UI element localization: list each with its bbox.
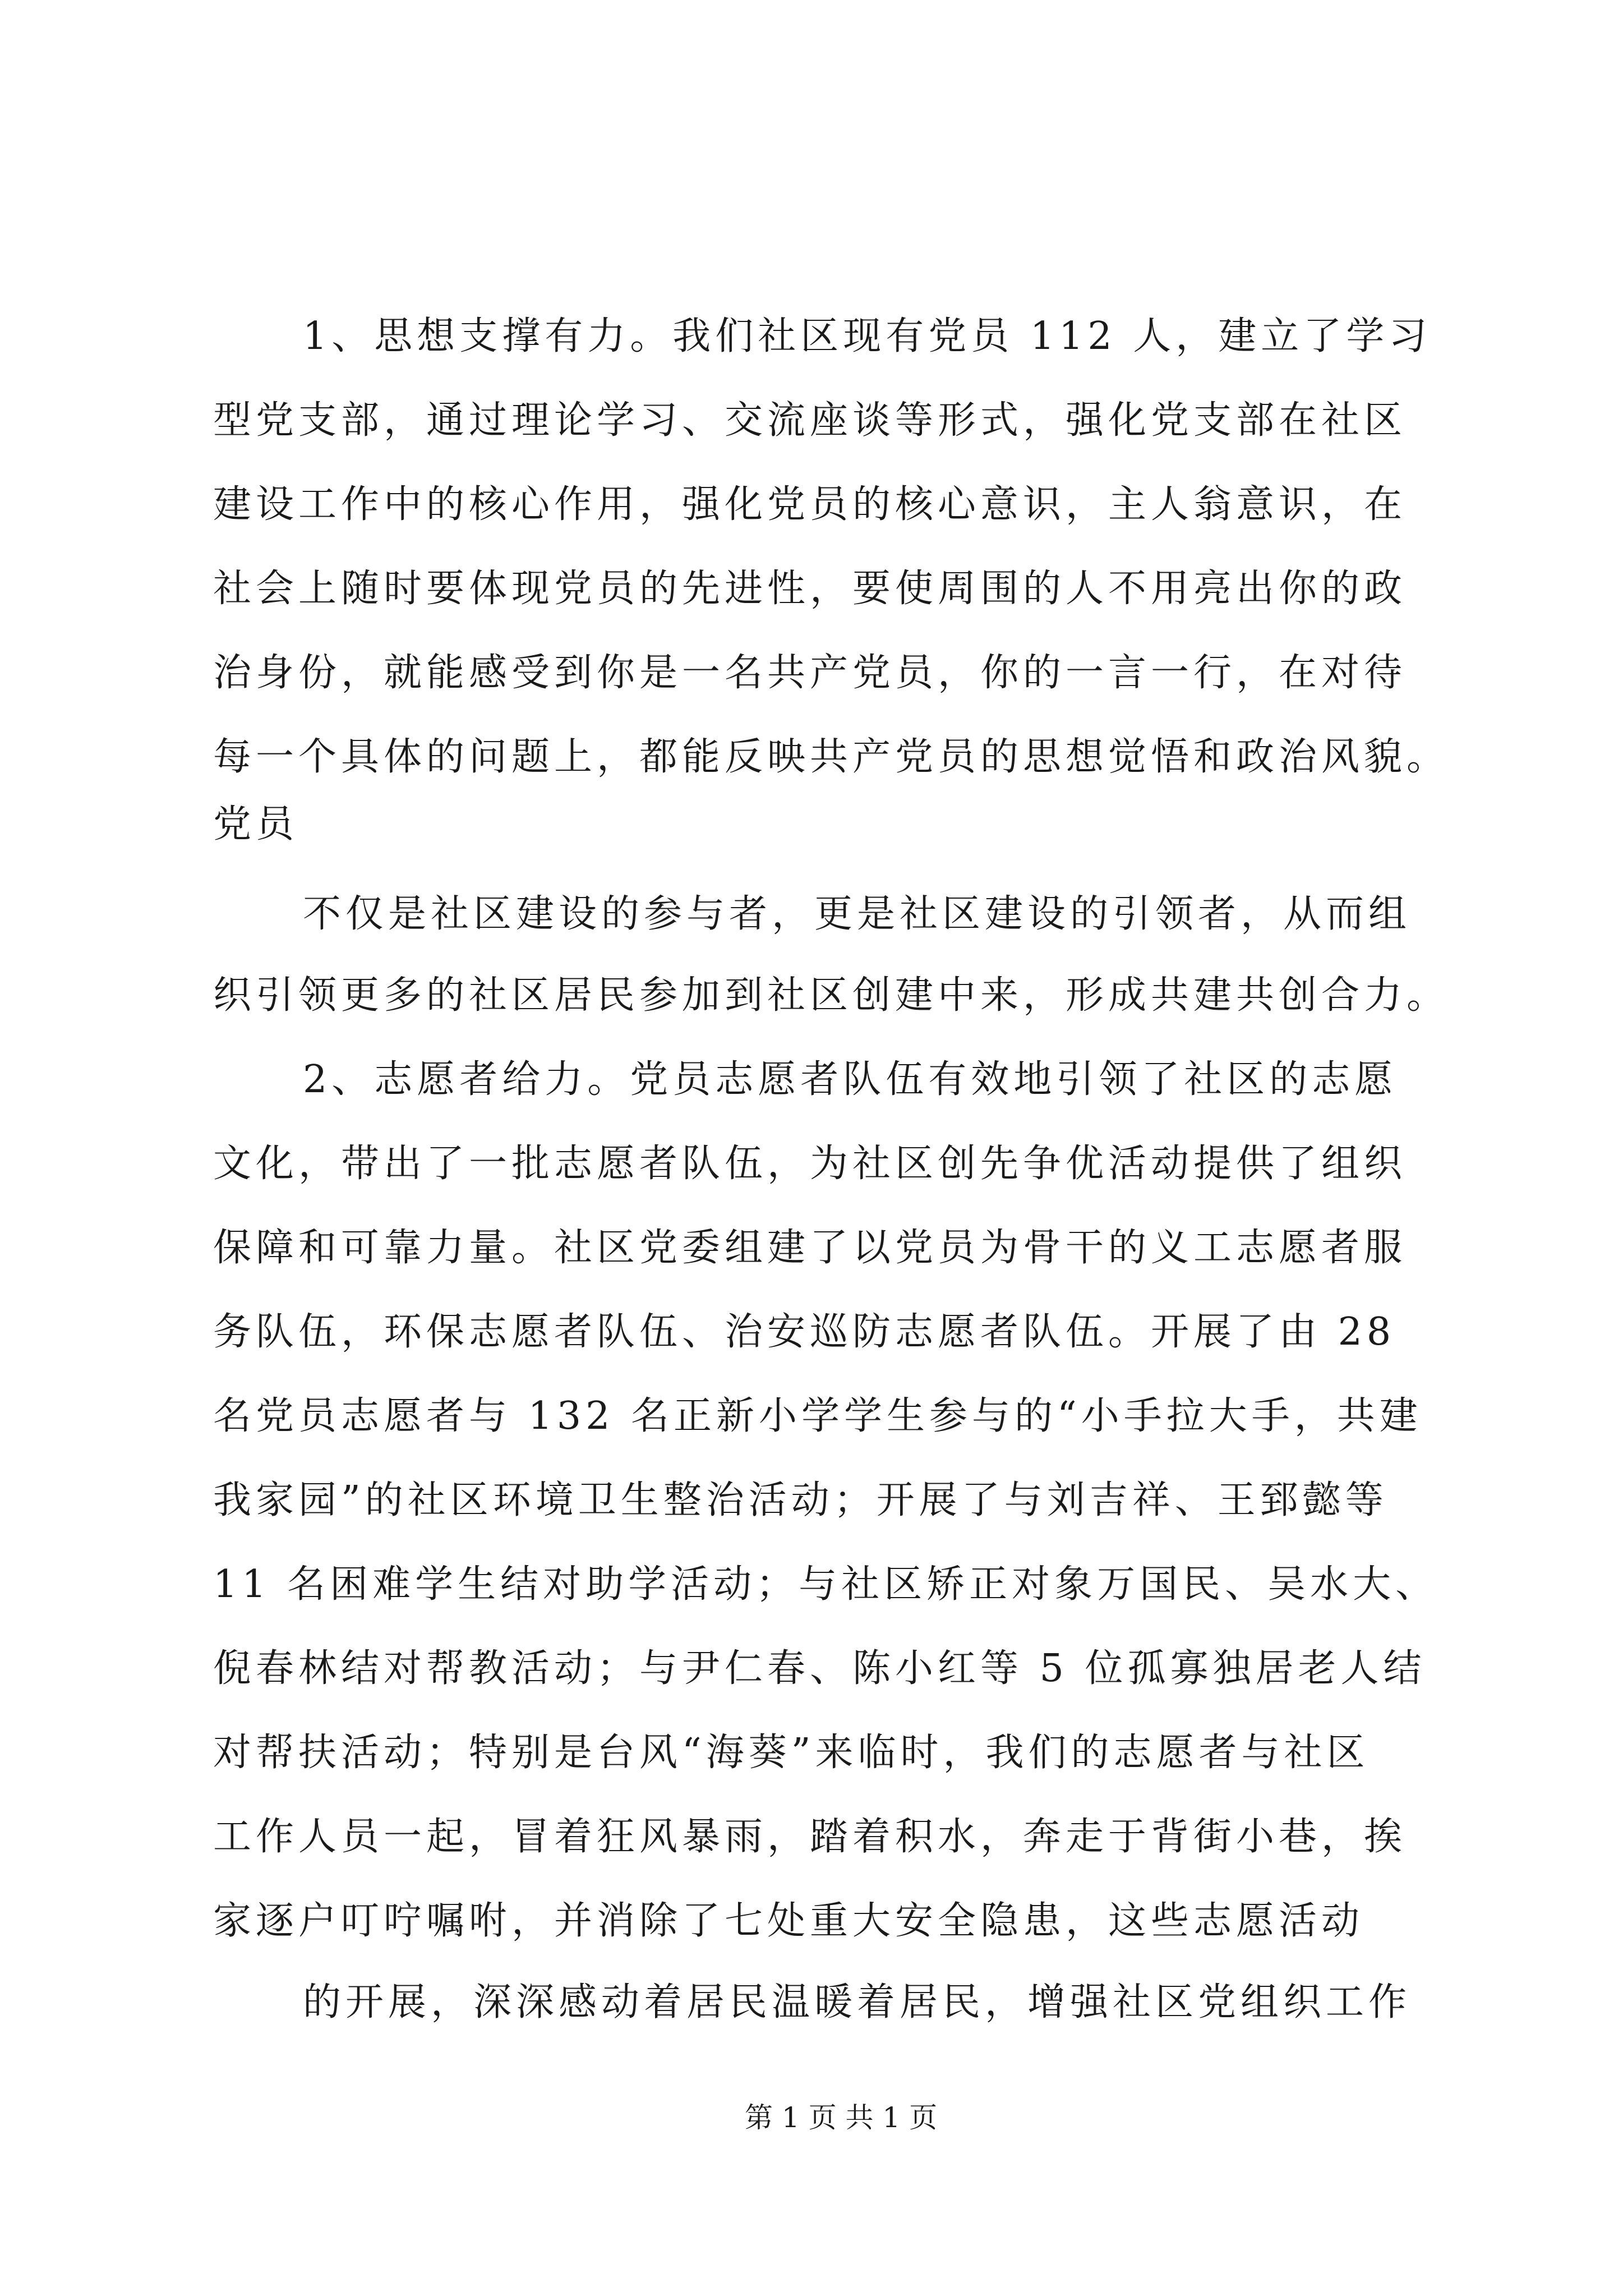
paragraph-line: 建设工作中的核心作用，强化党员的核心意识，主人翁意识，在 <box>213 482 1407 527</box>
paragraph-line: 织引领更多的社区居民参加到社区创建中来，形成共建共创合力。 <box>213 973 1450 1018</box>
paragraph-line: 务队伍，环保志愿者队伍、治安巡防志愿者队伍。开展了由 28 <box>213 1310 1396 1354</box>
paragraph-line: 治身份，就能感受到你是一名共产党员，你的一言一行，在对待 <box>213 651 1407 695</box>
paragraph-line: 文化，带出了一批志愿者队伍，为社区创先争优活动提供了组织 <box>213 1142 1407 1186</box>
page-number-footer: 第 1 页 共 1 页 <box>745 2101 938 2134</box>
paragraph-line: 型党支部，通过理论学习、交流座谈等形式，强化党支部在社区 <box>213 398 1407 443</box>
paragraph-line: 党员 <box>213 802 299 846</box>
paragraph-line: 社会上随时要体现党员的先进性，要使周围的人不用亮出你的政 <box>213 567 1407 611</box>
paragraph-line: 家逐户叮咛嘱咐，并消除了七处重大安全隐患，这些志愿活动 <box>213 1899 1364 1943</box>
paragraph-line: 倪春林结对帮教活动；与尹仁春、陈小红等 5 位孤寡独居老人结 <box>213 1646 1426 1691</box>
paragraph-line: 名党员志愿者与 132 名正新小学学生参与的“小手拉大手，共建 <box>213 1394 1422 1438</box>
paragraph-line: 每一个具体的问题上，都能反映共产党员的思想觉悟和政治风貌。 <box>213 735 1450 779</box>
paragraph-line: 保障和可靠力量。社区党委组建了以党员为骨干的义工志愿者服 <box>213 1226 1407 1270</box>
paragraph-line: 不仅是社区建设的参与者，更是社区建设的引领者，从而组 <box>303 892 1412 936</box>
paragraph-line: 1、思想支撑有力。我们社区现有党员 112 人，建立了学习 <box>303 314 1432 358</box>
paragraph-line: 我家园”的社区环境卫生整治活动；开展了与刘吉祥、王郅懿等 <box>213 1478 1388 1522</box>
paragraph-line: 11 名困难学生结对助学活动；与社区矫正对象万国民、吴水大、 <box>213 1562 1438 1607</box>
paragraph-line: 2、志愿者给力。党员志愿者队伍有效地引领了社区的志愿 <box>303 1057 1398 1102</box>
paragraph-line: 工作人员一起，冒着狂风暴雨，踏着积水，奔走于背街小巷，挨 <box>213 1815 1407 1859</box>
paragraph-line: 的开展，深深感动着居民温暖着居民，增强社区党组织工作 <box>303 1980 1412 2024</box>
paragraph-line: 对帮扶活动；特别是台风“海葵”来临时，我们的志愿者与社区 <box>213 1731 1370 1775</box>
